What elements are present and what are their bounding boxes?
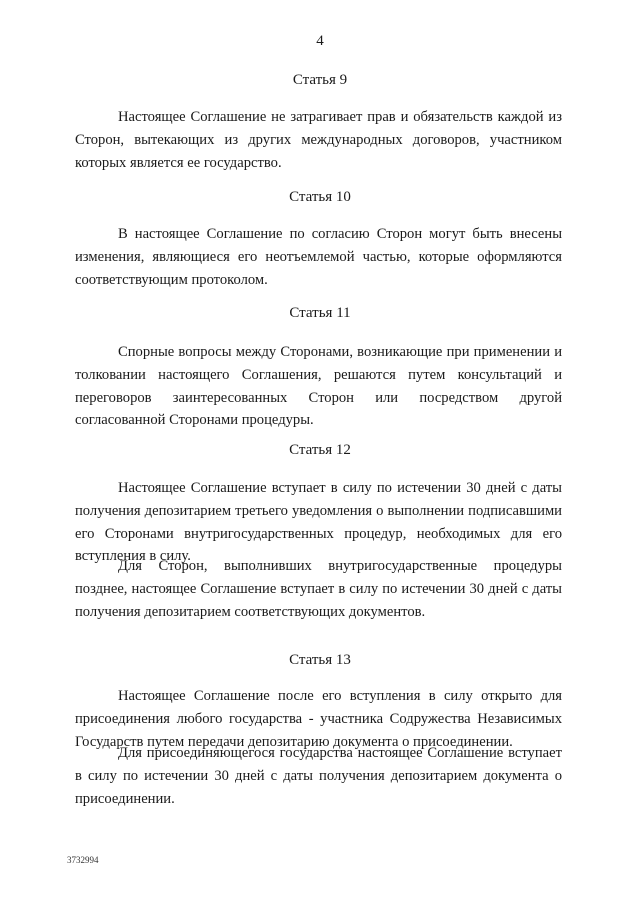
- article-paragraph: Настоящее Соглашение не затрагивает прав и обязательств каждой из Сторон, вытекающих из других международных договоров, участником которых является ее государство.: [75, 109, 562, 171]
- article-paragraph: Настоящее Соглашение после его вступления в силу открыто для присоединения любого государства - участника Содружества Независимых Государств путем передачи депозитарию документа о присоединении.: [75, 688, 562, 750]
- article-heading: Статья 11: [289, 305, 351, 321]
- article-paragraph: Для Сторон, выполнивших внутригосударственные процедуры позднее, настоящее Соглашение вступает в силу по истечении 30 дней с даты получения депозитарием соответствующих документов.: [75, 558, 562, 620]
- document-code: 3732994: [67, 855, 99, 865]
- page-number: 4: [316, 33, 324, 49]
- article-heading: Статья 9: [292, 72, 348, 88]
- article-paragraph: В настоящее Соглашение по согласию Сторон могут быть внесены изменения, являющиеся его неотъемлемой частью, которые оформляются соответствующим протоколом.: [75, 226, 562, 288]
- article-heading: Статья 10: [289, 189, 351, 205]
- article-heading: Статья 12: [289, 442, 351, 458]
- article-paragraph: Настоящее Соглашение вступает в силу по истечении 30 дней с даты получения депозитарием третьего уведомления о выполнении подписавшими его Сторонами внутригосударственных процедур, необходимых для его вступления в силу.: [75, 480, 562, 565]
- article-paragraph: Для присоединяющегося государства настоящее Соглашение вступает в силу по истечении 30 дней с даты получения депозитарием документа о присоединении.: [75, 745, 562, 807]
- article-heading: Статья 13: [289, 652, 351, 668]
- article-paragraph: Спорные вопросы между Сторонами, возникающие при применении и толковании настоящего Соглашения, решаются путем консультаций и переговоров заинтересованных Сторон или посредством другой согласованной Сторонами процедуры.: [75, 344, 562, 429]
